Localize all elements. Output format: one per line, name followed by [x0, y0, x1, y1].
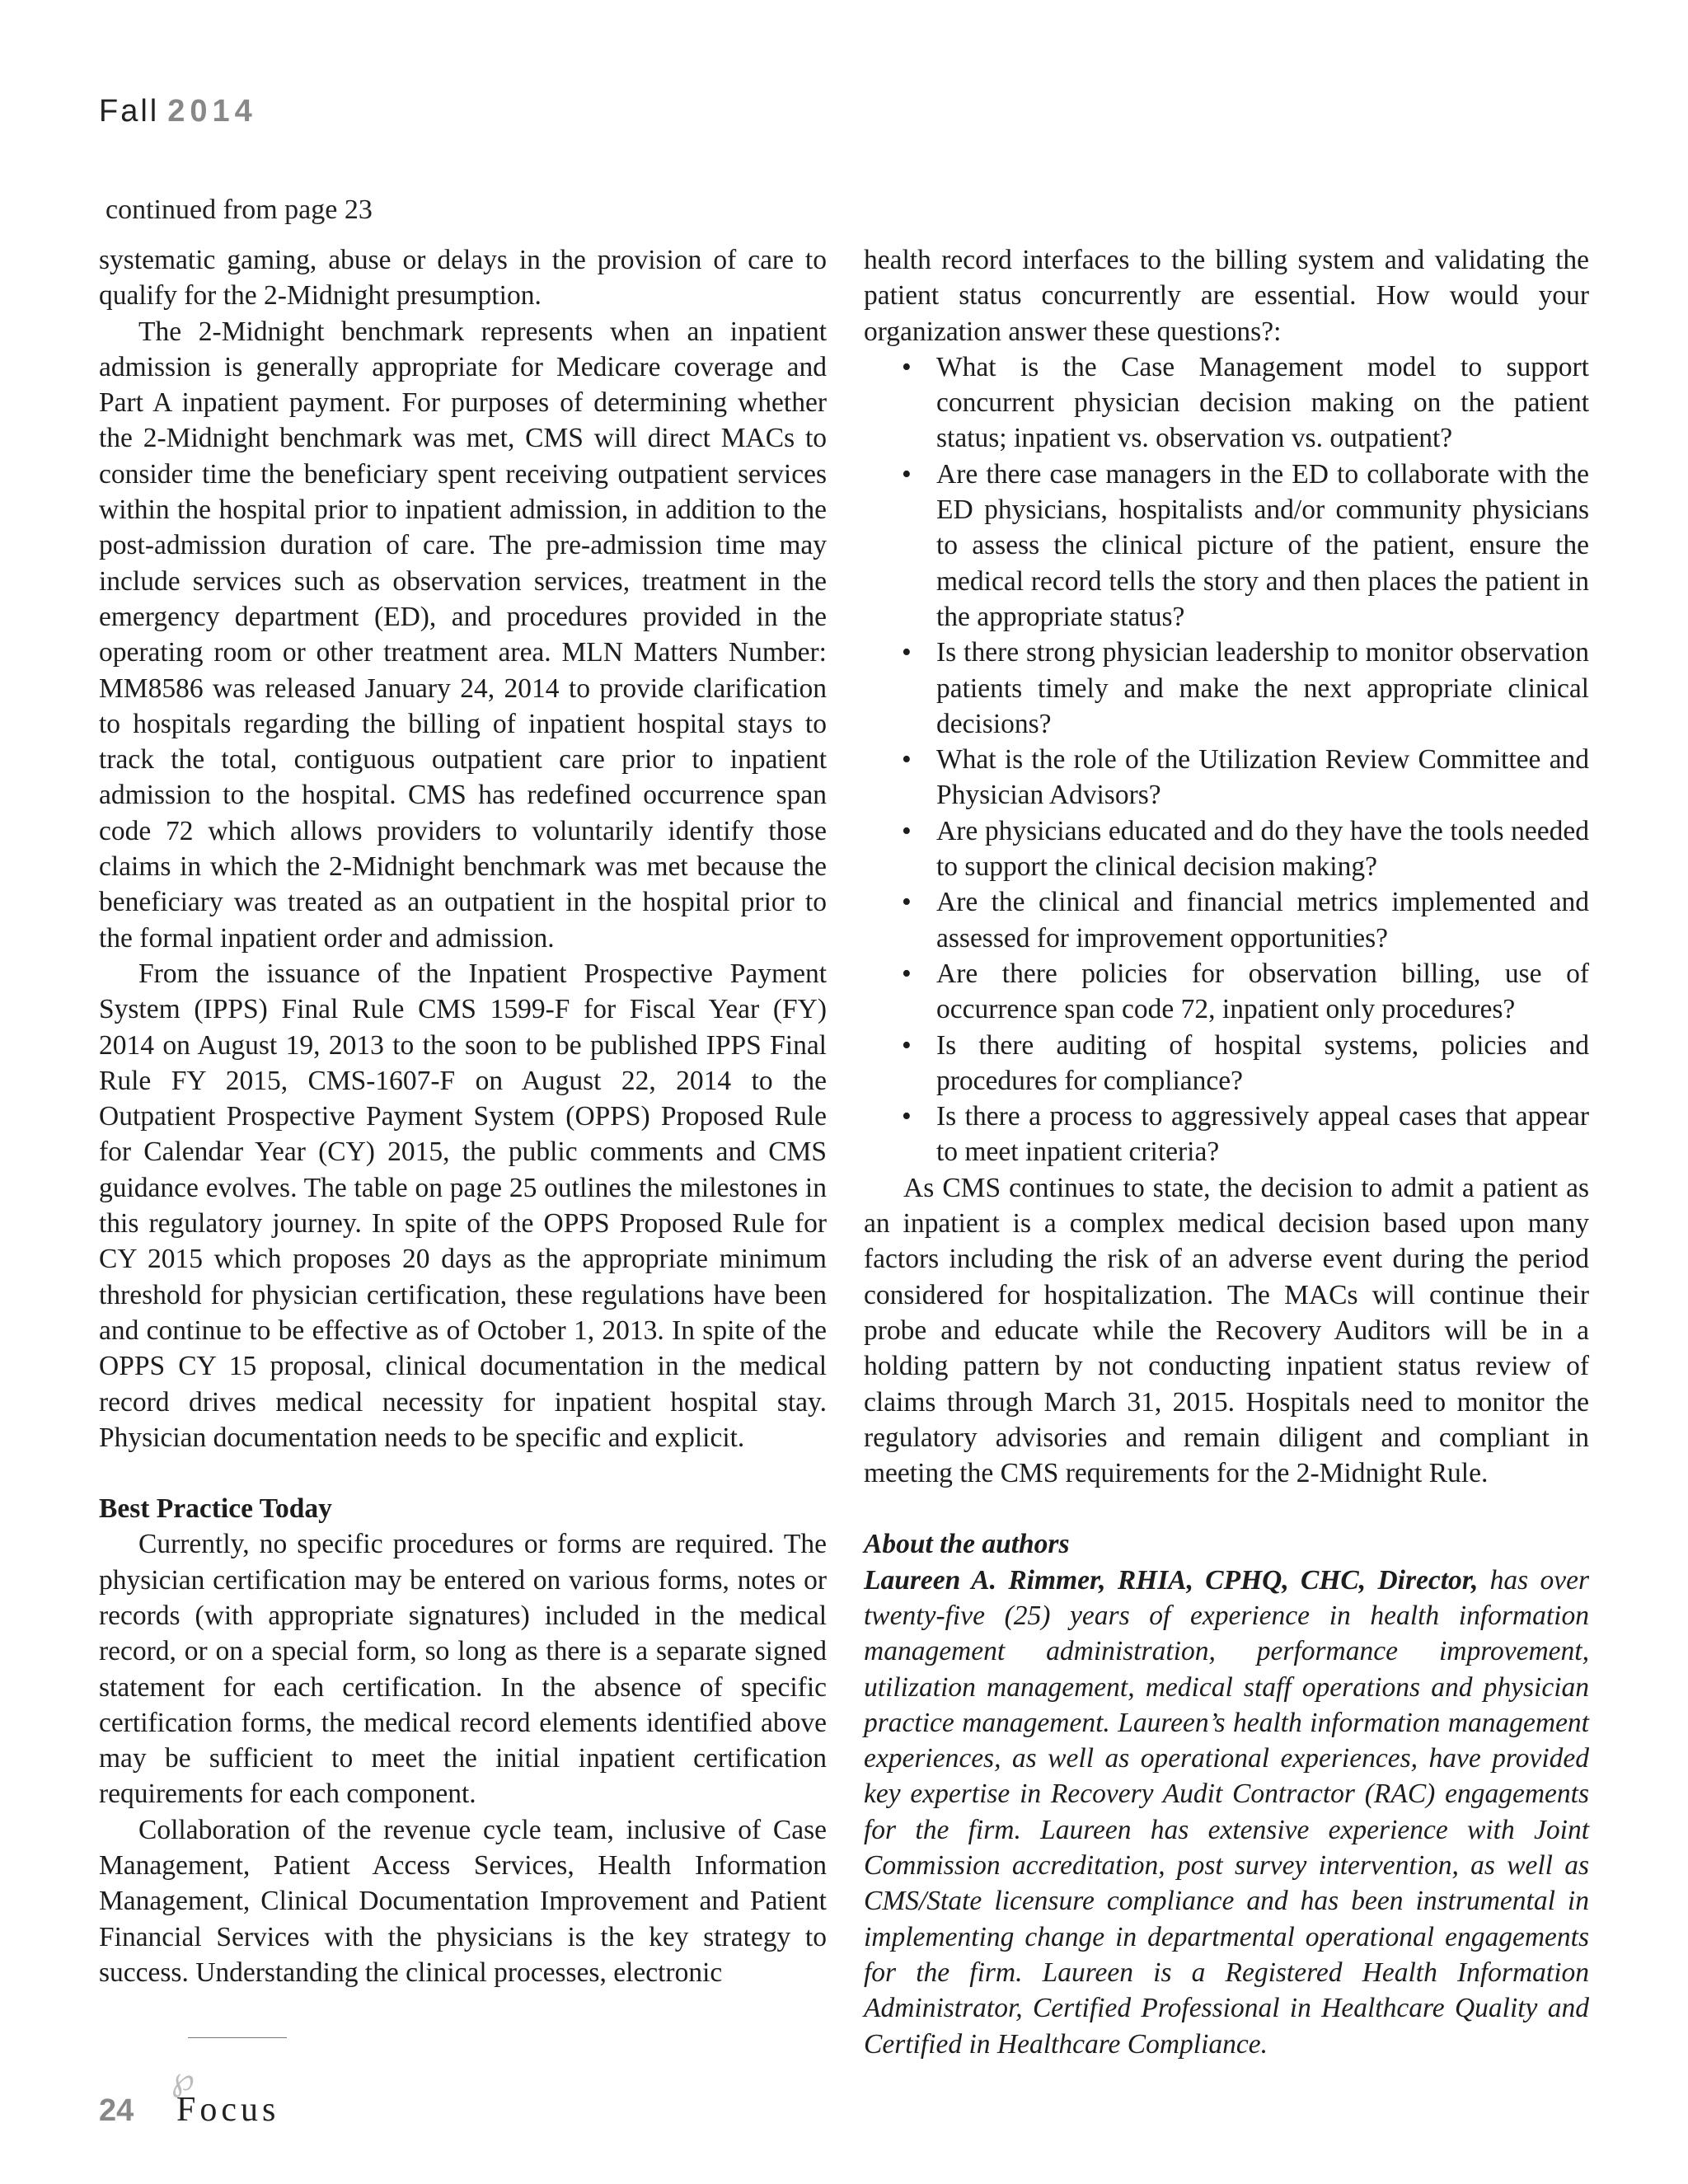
issue-year: 2014	[167, 94, 257, 129]
list-item	[864, 635, 1589, 742]
left-paragraph-1: systematic gaming, abuse or delays in the provision of care to qualify for the 2-Midnight presumption.	[99, 245, 827, 312]
left-paragraph-2: The 2-Midnight benchmark represents when an inpatient admission is generally appropriate for Medicare coverage and Part A inpatient payment. For purposes of determining whether the 2-Midnight benchmark was met, CMS will direct MACs to consider time the beneficiary spent receiving outpatient services within the hospital prior to inpatient admission, in addition to the post-admission duration of care. The pre-admission time may include services such as observation services, treatment in the emergency department (ED), and procedures provided in the operating room or other treatment area. MLN Matters Number: MM8586 was released January 24, 2014 to provide clarification to hospitals regarding the billing of inpatient hospital stays to track the total, contiguous outpatient care prior to inpatient admission to the hospital. CMS has redefined occurrence span code 72 which allows providers to voluntarily identify those claims in which the 2-Midnight benchmark was met because the beneficiary was treated as an outpatient in the hospital prior to the formal inpatient order and admission.	[99, 316, 827, 954]
left-paragraph-5: Collaboration of the revenue cycle team, inclusive of Case Management, Patient Access Services, Health Information Management, Clinical Documentation Improvement and Patient Financial Services with the physicians is the key strategy to success. Understanding the clinical processes, electronic	[99, 1814, 827, 1988]
bullet-icon: •	[902, 744, 912, 776]
list-item	[864, 1099, 1589, 1170]
list-item-text: Is there a process to aggressively appeal cases that appear to meet inpatient criteria?	[936, 1101, 1589, 1168]
issue-header	[99, 94, 257, 129]
issue-season: Fall	[99, 94, 160, 129]
bullet-icon: •	[902, 1029, 912, 1061]
list-item-text: Are there case managers in the ED to collaborate with the ED physicians, hospitalists and/or community physicians to assess the clinical picture of the patient, ensure the medical record tells the story and then places the patient in the appropriate status?	[936, 458, 1589, 632]
list-item	[864, 813, 1589, 885]
question-list	[864, 349, 1589, 1170]
section-gap	[864, 1491, 1589, 1526]
bullet-icon: •	[902, 958, 912, 989]
list-item	[864, 457, 1589, 635]
right-column	[864, 242, 1589, 2062]
list-item-text: What is the Case Management model to support concurrent physician decision making on the patient status; inpatient vs. observation vs. outpatient?	[936, 351, 1589, 454]
list-item	[864, 956, 1589, 1028]
list-item	[864, 349, 1589, 457]
author-name: Laureen A. Rimmer, RHIA, CPHQ, CHC, Director,	[864, 1564, 1479, 1596]
bullet-icon: •	[902, 1101, 912, 1132]
list-item-text: Are there policies for observation billing, use of occurrence span code 72, inpatient only procedures?	[936, 958, 1589, 1025]
bullet-icon: •	[902, 351, 912, 382]
list-item	[864, 884, 1589, 956]
list-item-text: Are the clinical and financial metrics implemented and assessed for improvement opportunities?	[936, 887, 1589, 954]
author-bio-text: has over twenty-five (25) years of experience in health information management administration, performance improvement, utilization management, medical staff operations and physician practice management. Laureen’s health information management experiences, as well as operational experiences, have provided key expertise in Recovery Audit Contractor (RAC) engagements for the firm. Laureen has extensive experience with Joint Commission accreditation, post survey intervention, as well as CMS/State licensure compliance and has been instrumental in implementing change in departmental operational engagements for the firm. Laureen is a Registered Health Information Administrator, Certified Professional in Healthcare Quality and Certified in Healthcare Compliance.	[864, 1564, 1590, 2060]
page-footer	[99, 2061, 280, 2129]
right-paragraph-2: As CMS continues to state, the decision to admit a patient as an inpatient is a complex medical decision based upon many factors including the risk of an adverse event during the period considered for hospitalization. The MACs will continue their probe and educate while the Recovery Auditors will be in a holding pattern by not conducting inpatient status review of claims through March 31, 2015. Hospitals need to monitor the regulatory advisories and remain diligent and compliant in meeting the CMS requirements for the 2-Midnight Rule.	[864, 1172, 1589, 1489]
right-paragraph-1: health record interfaces to the billing system and validating the patient status concurrently are essential. How would your organization answer these questions?:	[864, 245, 1589, 347]
continued-note: continued from page 23	[106, 194, 373, 225]
list-item-text: What is the role of the Utilization Review Committee and Physician Advisors?	[936, 744, 1589, 811]
left-paragraph-3: From the issuance of the Inpatient Prospective Payment System (IPPS) Final Rule CMS 1599-F for Fiscal Year (FY) 2014 on August 19, 2013 to the soon to be published IPPS Final Rule FY 2015, CMS-1607-F on August 22, 2014 to the Outpatient Prospective Payment System (OPPS) Proposed Rule for Calendar Year (CY) 2015, the public comments and CMS guidance evolves. The table on page 25 outlines the milestones in this regulatory journey. In spite of the OPPS Proposed Rule for CY 2015 which proposes 20 days as the appropriate minimum threshold for physician certification, these regulations have been and continue to be effective as of October 1, 2013. In spite of the OPPS CY 15 proposal, clinical documentation in the medical record drives medical necessity for inpatient hospital stay. Physician documentation needs to be specific and explicit.	[99, 958, 827, 1453]
list-item-text: Is there auditing of hospital systems, policies and procedures for compliance?	[936, 1029, 1589, 1096]
list-item	[864, 742, 1589, 813]
section-gap	[99, 1455, 827, 1491]
bullet-icon: •	[902, 637, 912, 668]
left-column	[99, 242, 827, 1990]
magazine-logo-icon: ℘	[171, 2061, 195, 2097]
bullet-icon: •	[902, 887, 912, 918]
list-item	[864, 1028, 1589, 1099]
list-item-text: Is there strong physician leadership to monitor observation patients timely and make the next appropriate clinical decisions?	[936, 637, 1589, 739]
page-number: 24	[99, 2093, 134, 2128]
bullet-icon: •	[902, 458, 912, 490]
magazine-name: Focus	[176, 2091, 280, 2129]
list-item-text: Are physicians educated and do they have the tools needed to support the clinical decision making?	[936, 815, 1589, 883]
bullet-icon: •	[902, 815, 912, 846]
author-bio	[864, 1563, 1589, 2062]
left-paragraph-4: Currently, no specific procedures or forms are required. The physician certification may be entered on various forms, notes or records (with appropriate signatures) included in the medical record, or on a special form, so long as there is a separate signed statement for each certification. In the absence of specific certification forms, the medical record elements identified above may be sufficient to meet the initial inpatient certification requirements for each component.	[99, 1529, 827, 1810]
footer-rule	[188, 2037, 287, 2038]
section-heading-best-practice: Best Practice Today	[99, 1493, 332, 1525]
about-authors-heading: About the authors	[864, 1529, 1070, 1560]
